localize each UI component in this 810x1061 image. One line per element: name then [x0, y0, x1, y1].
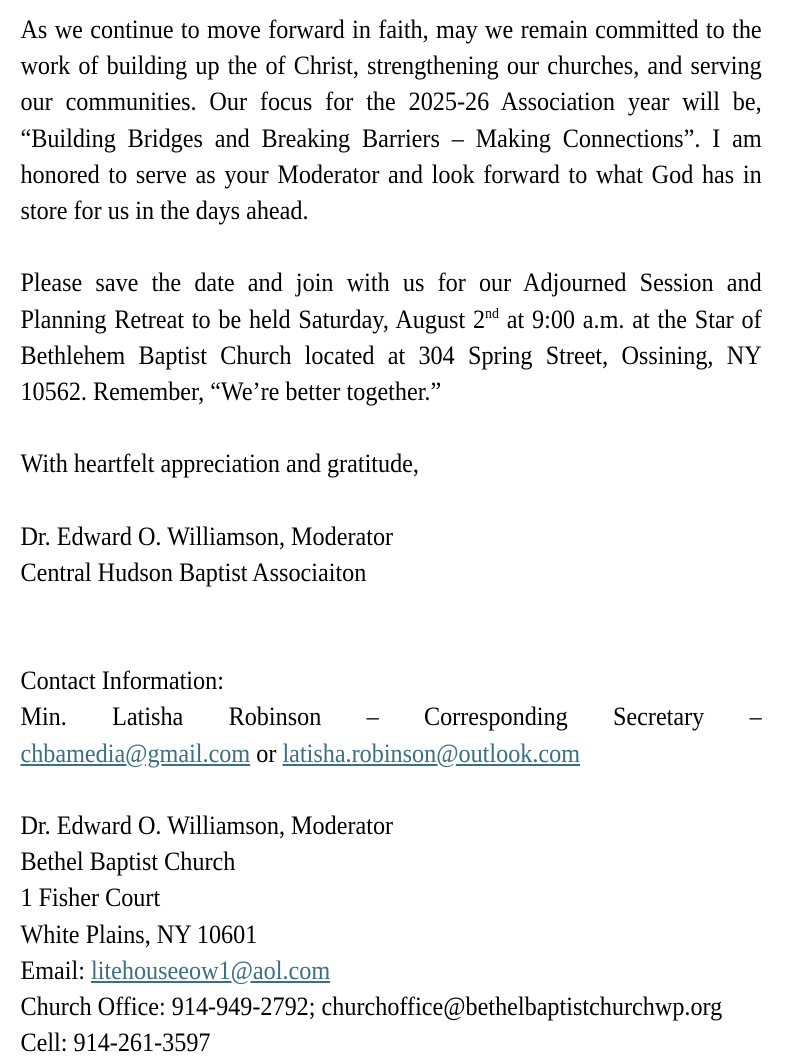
moderator-name: Dr. Edward O. Williamson, Moderator: [20, 811, 394, 840]
spacer: [20, 483, 761, 519]
spacer: [20, 772, 761, 808]
closing-line: With heartfelt appreciation and gratitude,: [20, 449, 419, 479]
save-date-text-end: at 9:00 a.m. at the Star of Bethlehem Baptist Church located at 304 Spring Street, Ossining, NY 10562. Remember, “We’re better together.”: [20, 304, 762, 407]
spacer: [20, 229, 761, 265]
church-office: Church Office: 914-949-2792; churchoffice@bethelbaptistchurchwp.org: [20, 992, 723, 1022]
secretary-contact: [20, 699, 761, 771]
spacer: [20, 410, 761, 446]
address-line-1: 1 Fisher Court: [20, 883, 161, 913]
secretary-email-link-2[interactable]: latisha.robinson@outlook.com: [282, 738, 581, 768]
or-separator: or: [250, 738, 283, 768]
address-line-2: White Plains, NY 10601: [20, 919, 258, 949]
signature-name: Dr. Edward O. Williamson, Moderator: [20, 521, 394, 551]
save-date-text-start: Please save the date and join with us for our Adjourned Session and Planning Retreat to be held Saturday, August 2: [20, 268, 762, 334]
spacer: [20, 591, 761, 663]
moderator-email: [20, 953, 761, 989]
moderator-email-link[interactable]: litehouseeow1@aol.com: [90, 955, 331, 985]
email-label: Email:: [20, 955, 91, 985]
secretary-label: Min. Latisha Robinson – Corresponding Secretary –: [20, 702, 762, 732]
contact-heading: Contact Information:: [20, 666, 224, 696]
paragraph-save-the-date: [20, 265, 761, 410]
paragraph-mission: As we continue to move forward in faith, may we remain committed to the work of building up the of Christ, strengthening our churches, and serving our communities. Our focus for the 2025-26 Association year will be, “Building Bridges and Breaking Barriers – Making Connections”. I am honored to serve as your Moderator and look forward to what God has in store for us in the days ahead.: [20, 15, 762, 226]
cell-phone: Cell: 914-261-3597: [20, 1028, 211, 1058]
secretary-email-link-1[interactable]: chbamedia@gmail.com: [20, 738, 251, 768]
ordinal-suffix: nd: [485, 305, 500, 322]
church-name: Bethel Baptist Church: [20, 847, 236, 877]
signature-organization: Central Hudson Baptist Associaiton: [20, 558, 367, 587]
